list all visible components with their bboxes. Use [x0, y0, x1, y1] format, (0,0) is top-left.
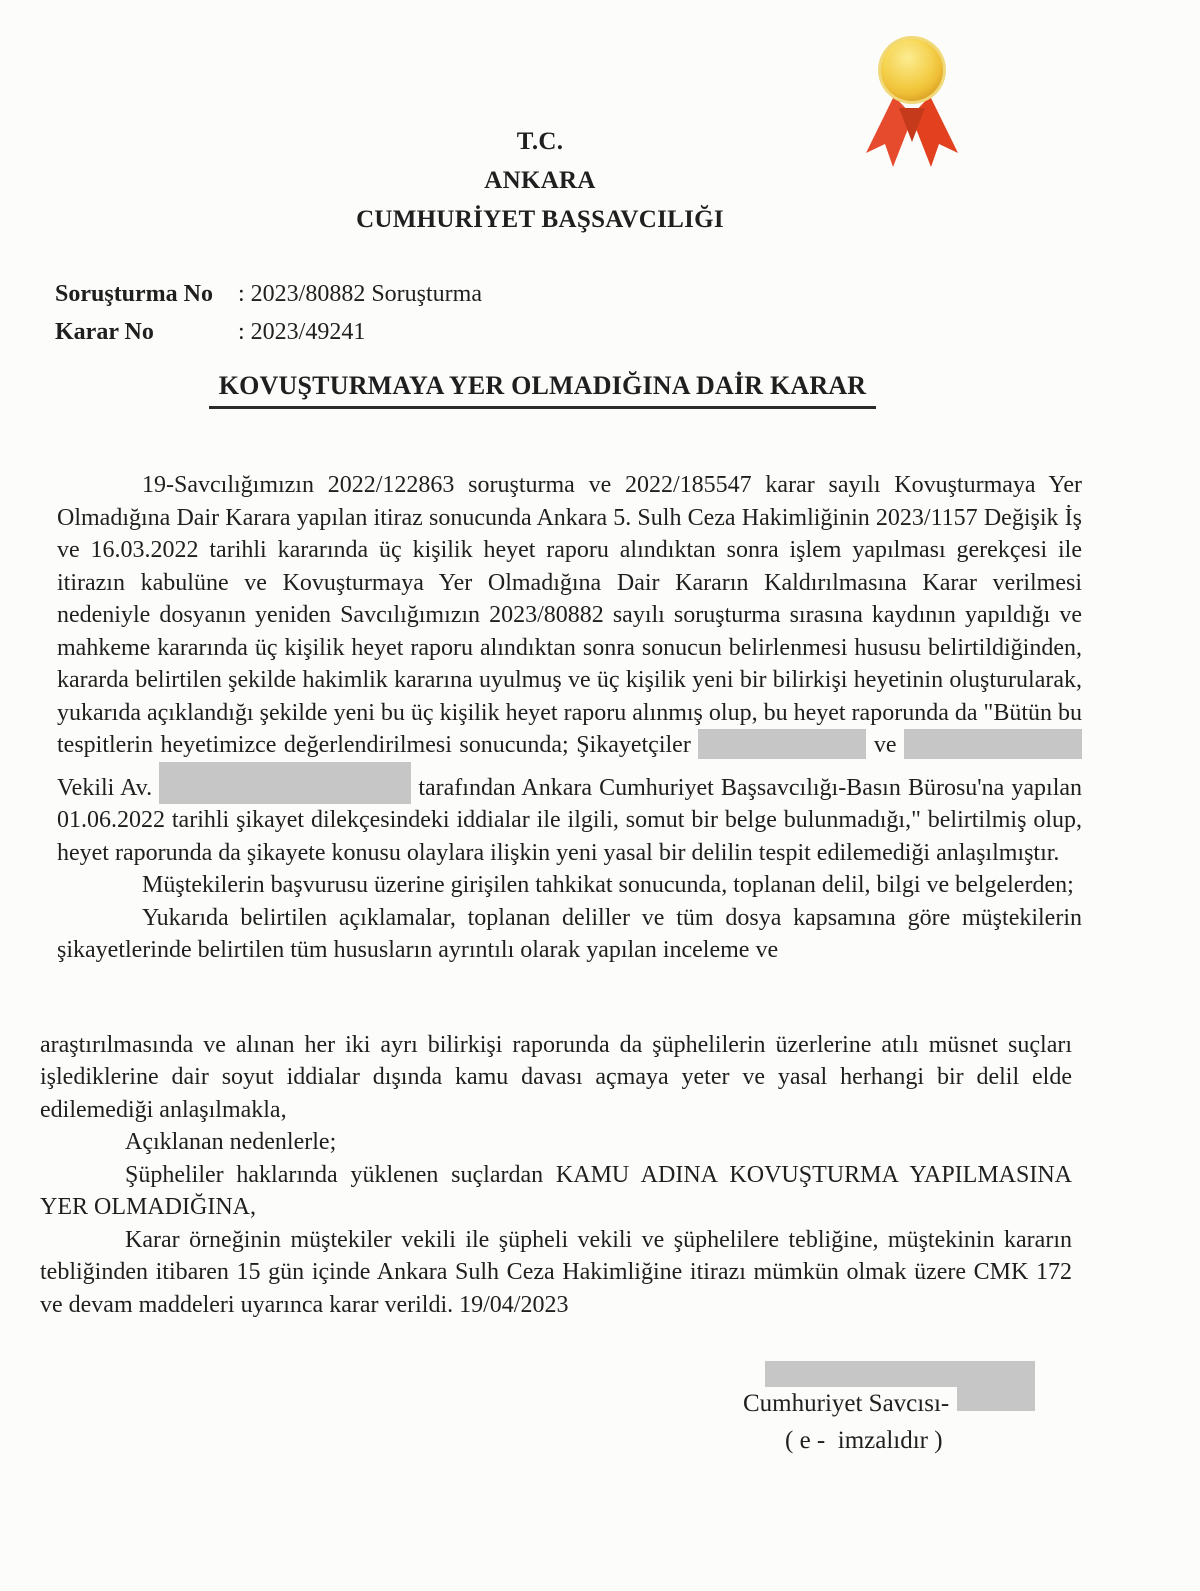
seal-medal-center [886, 43, 934, 91]
redaction-box-complainant-2 [904, 729, 1082, 759]
paragraph-text: Vekili Av. [57, 774, 153, 801]
investigation-no-value: : 2023/80882 Soruşturma [238, 281, 482, 307]
signature-block [57, 1361, 1082, 1474]
body-paragraph-1 [57, 469, 1082, 869]
body-paragraph-2: Müştekilerin başvurusu üzerine girişilen tahkikat sonucunda, toplanan delil, bilgi ve belgelerden; [142, 872, 1074, 898]
meta-row-investigation [55, 275, 1200, 313]
page-title: KOVUŞTURMAYA YER OLMADIĞINA DAİR KARAR [209, 371, 877, 409]
body-paragraph-6: Karar örneğinin müştekiler vekili ile şüpheli vekili ve şüphelilere tebliğine, müştekinin kararın tebliğinden itibaren 15 gün içinde Ankara Sulh Ceza Hakimliğine itirazı mümkün olmak üzere CMK 172 ve devam maddeleri uyarınca karar verildi. 19/04/2023 [40, 1226, 1072, 1318]
case-meta [55, 275, 1200, 351]
letterhead-line-city: ANKARA [484, 167, 596, 194]
redaction-box-complainant-1 [698, 729, 866, 759]
body-paragraph-3a: Yukarıda belirtilen açıklamalar, toplanan deliller ve tüm dosya kapsamına göre müştekilerin şikayetlerinde belirtilen tüm hususların ayrıntılı olarak yapılan inceleme ve [57, 904, 1082, 963]
letterhead-line-office: CUMHURİYET BAŞSAVCILIĞI [356, 206, 724, 233]
paragraph-text: tarafından Ankara Cumhuriyet Başsavcılığı-Basın Bürosu'na yapılan 01.06.2022 tarihli şikayet dilekçesindeki iddialar ile ilgili, somut bir belge bulunmadığı," belirtilmiş olup, heyet raporunda da şikayete konusu olaylara ilişkin yeni yasal bir delilin tespit edilemediği anlaşılmıştır. [57, 774, 1083, 866]
decision-no-label: Karar No [55, 319, 154, 345]
signature-role: Cumhuriyet Savcısı- [743, 1387, 957, 1422]
body-paragraph-5: Şüpheliler haklarında yüklenen suçlardan KAMU ADINA KOVUŞTURMA YAPILMASINA YER OLMADIĞINA, [40, 1161, 1072, 1220]
ribbon-right [911, 96, 958, 167]
paragraph-text: ve [873, 732, 897, 758]
investigation-no-label: Soruşturma No [55, 281, 214, 307]
document-body [40, 469, 1083, 1474]
gold-seal-icon [852, 18, 972, 168]
meta-row-decision [55, 313, 1200, 351]
title-wrap [55, 371, 1030, 409]
letterhead-line-tc: T.C. [516, 128, 564, 155]
e-signature-note: ( e - imzalıdır ) [785, 1427, 943, 1454]
decision-no-value: : 2023/49241 [238, 319, 366, 345]
body-paragraph-4: Açıklanan nedenlerle; [125, 1129, 337, 1155]
second-scan-section [40, 1029, 1072, 1322]
ribbon-left [866, 96, 913, 167]
paragraph-text: 19-Savcılığımızın 2022/122863 soruşturma ve 2022/185547 karar sayılı Kovuşturmaya Yer Olmadığına Dair Karara yapılan itiraz sonucunda Ankara 5. Sulh Ceza Hakimliğinin 2023/1157 Değişik İş ve 16.03.2022 tarihli kararında üç kişilik heyet raporu alındıktan sonra işlem yapılması gerekçesi ile itirazın kabulüne ve Kovuşturmaya Yer Olmadığına Dair Kararın Kaldırılmasına Karar verilmesi nedeniyle dosyanın yeniden Savcılığımızın 2023/80882 sayılı soruşturma sırasına kaydının yapıldığı ve mahkeme kararında üç kişilik heyet raporu alındıktan sonra sonucun belirlenmesi hususu belirtildiğinden, kararda belirtilen şekilde hakimlik kararına uyulmuş ve üç kişilik yeni bir bilirkişi heyetinin oluşturularak, yukarıda açıklandığı şekilde yeni bu üç kişilik heyet raporu alınmış olup, bu heyet raporunda da "Bütün bu tespitlerin heyetimizce değerlendirilmesi sonucunda; Şikayetçiler [57, 472, 1082, 758]
redaction-box-attorney [159, 762, 411, 804]
body-paragraph-3b: araştırılmasında ve alınan her iki ayrı bilirkişi raporunda da şüphelilerin üzerlerine atılı müsnet suçları işlediklerine dair soyut iddialar dışında kamu davası açmaya yeter ve yasal herhangi bir delil elde edilemediği anlaşılmakla, [40, 1031, 1072, 1123]
